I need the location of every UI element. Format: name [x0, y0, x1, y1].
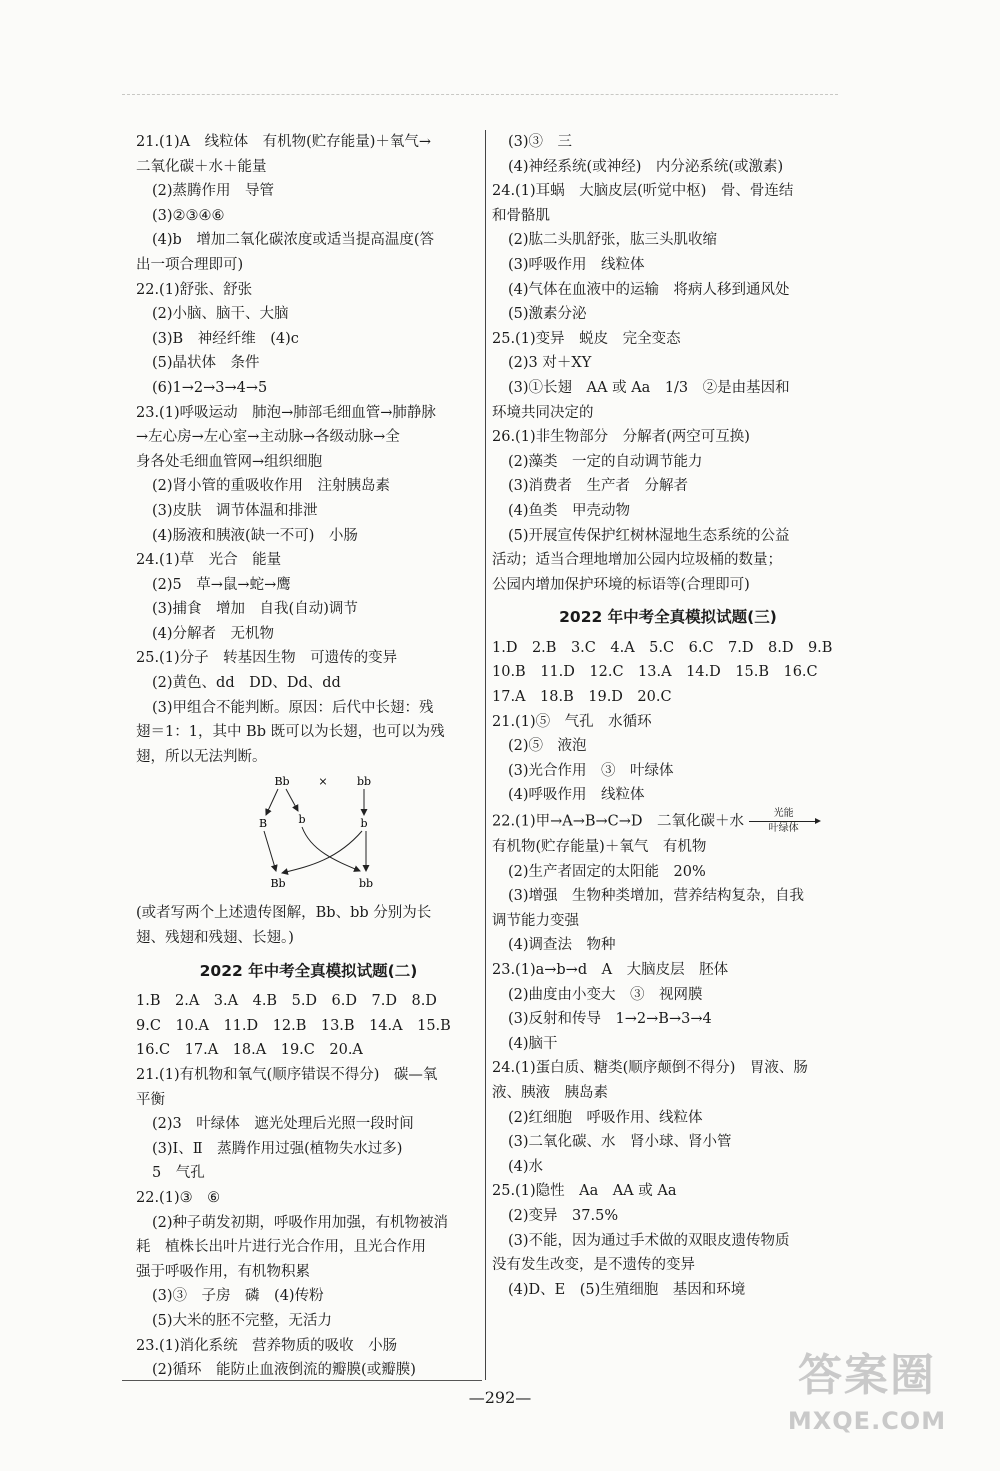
- answer-line: (5)开展宣传保护红树林湿地生态系统的公益: [508, 527, 790, 544]
- section2-answers: [136, 989, 481, 1383]
- answer-line: (3)②③④⑥: [152, 207, 225, 224]
- answer-line: (2)3 对＋XY: [508, 355, 592, 372]
- genetic-cross-diagram: [136, 771, 481, 897]
- answer-line: (3)反射和传导 1→2→B→3→4: [508, 1011, 712, 1028]
- answer-line: 21.(1)有机物和氧气(顺序错误不得分) 碳—氧: [136, 1067, 438, 1083]
- answer-line: (3)捕食 增加 自我(自动)调节: [152, 601, 358, 618]
- answer-line: (3)甲组合不能判断。原因：后代中长翅：残: [152, 699, 434, 716]
- answer-line: (2)⑤ 液泡: [508, 738, 587, 755]
- section3-answers-b: [492, 835, 844, 1302]
- arrow-parent-to-b: [286, 789, 298, 811]
- answer-line: (2)5 草→鼠→蛇→鹰: [152, 576, 291, 593]
- answer-line: 22.(1)③ ⑥: [136, 1189, 221, 1206]
- answer-line: 出一项合理即可): [136, 256, 244, 273]
- answer-line: (4)气体在血液中的运输 将病人移到通风处: [508, 281, 790, 298]
- answer-line: →左心房→左心室→主动脉→各级动脉→全: [136, 429, 400, 446]
- answer-line: 有机物(贮存能量)＋氧气 有机物: [492, 839, 707, 856]
- answer-line: (4)鱼类 甲壳动物: [508, 502, 631, 519]
- answer-line: (2)小脑、脑干、大脑: [152, 306, 289, 323]
- answer-line: (5)激素分泌: [508, 306, 587, 323]
- answer-line: (3)③ 子房 磷 (4)传粉: [152, 1288, 324, 1305]
- answer-line: 10.B 11.D 12.C 13.A 14.D 15.B 16.C: [492, 664, 818, 681]
- answer-line: (2)藻类 一定的自动调节能力: [508, 453, 703, 470]
- answer-line: (2)生产者固定的太阳能 20%: [508, 863, 706, 880]
- answer-line: (4)神经系统(或神经) 内分泌系统(或激素): [508, 158, 784, 175]
- answer-line: 调节能力变强: [492, 912, 579, 929]
- column-divider: [485, 130, 486, 1380]
- answer-line: 9.C 10.A 11.D 12.B 13.B 14.A 15.B: [136, 1017, 451, 1034]
- cross-symbol: ×: [318, 775, 328, 789]
- right-column: [492, 130, 844, 1302]
- answer-line: 5 气孔: [152, 1165, 205, 1182]
- gamete-b-left: b: [298, 813, 306, 827]
- answer-line: (5)晶状体 条件: [152, 355, 260, 372]
- answer-line: 和骨骼肌: [492, 207, 550, 224]
- answer-line: (3)①长翅 AA 或 Aa 1/3 ②是由基因和: [508, 379, 790, 396]
- answer-line: 1.D 2.B 3.C 4.A 5.C 6.C 7.D 8.D 9.B: [492, 639, 833, 656]
- parent-left-genotype: Bb: [274, 775, 290, 789]
- answer-line: 21.(1)⑤ 气孔 水循环: [492, 713, 652, 730]
- answer-line: 23.(1)消化系统 营养物质的吸收 小肠: [136, 1337, 398, 1354]
- answer-line: (3)二氧化碳、水 肾小球、肾小管: [508, 1134, 732, 1151]
- answer-line: 21.(1)A 线粒体 有机物(贮存能量)＋氧气→: [136, 134, 432, 150]
- arrow-b-to-bb: [302, 827, 360, 871]
- watermark-line2: MXQE.COM: [787, 1407, 947, 1435]
- answer-line: (5)大米的胚不完整，无活力: [152, 1312, 333, 1329]
- answer-line: (2)肾小管的重吸收作用 注射胰岛素: [152, 478, 391, 495]
- right-answers-top: [492, 130, 844, 597]
- answer-line: (或者写两个上述遗传图解，Bb、bb 分别为长: [136, 905, 432, 922]
- parent-right-genotype: bb: [356, 775, 372, 789]
- answer-line: 16.C 17.A 18.A 19.C 20.A: [136, 1042, 363, 1059]
- answer-line: 24.(1)耳蜗 大脑皮层(听觉中枢) 骨、骨连结: [492, 183, 794, 200]
- answer-line: 24.(1)蛋白质、糖类(顺序颠倒不得分) 胃液、肠: [492, 1060, 808, 1077]
- arrow-parent-to-B: [266, 789, 278, 815]
- answer-line: (3)皮肤 调节体温和排泄: [152, 502, 318, 519]
- answer-line: (2)3 叶绿体 遮光处理后光照一段时间: [152, 1116, 414, 1133]
- left-answers-after: [136, 901, 481, 950]
- answer-line: (4)肠液和胰液(缺一不可) 小肠: [152, 527, 358, 544]
- answer-line: 公园内增加保护环境的标语等(合理即可): [492, 576, 750, 593]
- top-rule: [122, 94, 838, 95]
- offspring-bb: bb: [358, 877, 374, 891]
- answer-line: 25.(1)分子 转基因生物 可遗传的变异: [136, 650, 398, 667]
- answer-line: 26.(1)非生物部分 分解者(两空可互换): [492, 429, 750, 446]
- section3-answers-a: [492, 636, 844, 808]
- answer-line: (2)黄色、dd DD、Dd、dd: [152, 675, 341, 692]
- answer-line: (3)不能，因为通过手术做的双眼皮遗传物质: [508, 1232, 790, 1249]
- gamete-B: B: [258, 817, 268, 831]
- answer-line: (2)红细胞 呼吸作用、线粒体: [508, 1109, 703, 1126]
- answer-line: 1.B 2.A 3.A 4.B 5.D 6.D 7.D 8.D: [136, 993, 437, 1010]
- answer-line: (3)呼吸作用 线粒体: [508, 256, 645, 273]
- answer-line: (3)增强 生物种类增加，营养结构复杂，自我: [508, 888, 805, 905]
- answer-line: 翅＝1：1，其中 Bb 既可以为长翅，也可以为残: [136, 724, 445, 741]
- answer-line: (3)B 神经纤维 (4)c: [152, 330, 299, 347]
- gamete-b-right: b: [360, 817, 368, 831]
- answer-line: 没有发生改变，是不遗传的变异: [492, 1257, 695, 1274]
- answer-line: (6)1→2→3→4→5: [152, 379, 268, 396]
- answer-line: 液、胰液 胰岛素: [492, 1084, 608, 1101]
- genetic-cross-svg: [136, 771, 374, 897]
- answer-line: 身各处毛细血管网→组织细胞: [136, 453, 323, 470]
- answer-line: (4)呼吸作用 线粒体: [508, 787, 645, 804]
- answer-line: (4)脑干: [508, 1035, 558, 1052]
- answer-line: 耗 植株长出叶片进行光合作用，且光合作用: [136, 1239, 426, 1256]
- answer-line: 25.(1)变异 蜕皮 完全变态: [492, 330, 681, 347]
- answer-line: 翅，所以无法判断。: [136, 748, 267, 765]
- reaction-arrow-line: [749, 821, 819, 822]
- watermark-logo: [762, 1346, 972, 1451]
- answer-line: (4)b 增加二氧化碳浓度或适当提高温度(答: [152, 232, 434, 249]
- answer-line: 环境共同决定的: [492, 404, 594, 421]
- answer-line: (3)③ 三: [508, 134, 573, 150]
- watermark-line1: 答案圈: [798, 1350, 936, 1401]
- answer-line: (2)蒸腾作用 导管: [152, 183, 275, 200]
- answer-line: 23.(1)a→b→d A 大脑皮层 胚体: [492, 962, 729, 978]
- answer-line: (3)光合作用 ③ 叶绿体: [508, 762, 674, 779]
- answer-line: (4)调查法 物种: [508, 937, 616, 954]
- answer-line: 二氧化碳＋水＋能量: [136, 158, 267, 175]
- section3-heading: 2022 年中考全真模拟试题(三): [559, 608, 777, 627]
- reaction-condition-under: 叶绿体: [768, 823, 799, 835]
- answer-line: 强于呼吸作用，有机物积累: [136, 1263, 310, 1280]
- answer-line: 23.(1)呼吸运动 肺泡→肺部毛细血管→肺静脉: [136, 404, 436, 421]
- answer-line: (2)肱二头肌舒张，肱三头肌收缩: [508, 232, 718, 249]
- q22-text: 22.(1)甲→A→B→C→D 二氧化碳＋水: [492, 813, 745, 830]
- answer-line: (3)消费者 生产者 分解者: [508, 478, 689, 495]
- left-answers: [136, 130, 481, 769]
- arrow-B-to-Bb: [264, 831, 276, 871]
- answer-line: 翅、残翅和残翅、长翅。): [136, 930, 294, 947]
- answer-line: 22.(1)舒张、舒张: [136, 281, 253, 298]
- offspring-Bb: Bb: [270, 877, 286, 891]
- answer-line: 25.(1)隐性 Aa AA 或 Aa: [492, 1183, 677, 1200]
- answer-line: (3)Ⅰ、Ⅱ 蒸腾作用过强(植物失水过多): [152, 1140, 403, 1157]
- answer-line: 平衡: [136, 1091, 165, 1108]
- answer-line: 17.A 18.B 19.D 20.C: [492, 689, 672, 706]
- answer-line: 活动；适当合理地增加公园内垃圾桶的数量；: [492, 552, 782, 569]
- reaction-arrow: [749, 808, 819, 835]
- bottom-rule: [122, 1380, 482, 1381]
- section2-heading: 2022 年中考全真模拟试题(二): [199, 961, 418, 980]
- answer-line: (2)循环 能防止血液倒流的瓣膜(或瓣膜): [152, 1362, 416, 1379]
- answer-line: (2)曲度由小变大 ③ 视网膜: [508, 986, 703, 1003]
- answer-line: (4)水: [508, 1158, 544, 1175]
- answer-line: (2)种子萌发初期，呼吸作用加强，有机物被消: [152, 1214, 449, 1231]
- answer-line: (4)分解者 无机物: [152, 625, 275, 642]
- reaction-condition-over: 光能: [773, 808, 794, 820]
- answer-line: (4)D、E (5)生殖细胞 基因和环境: [508, 1281, 746, 1298]
- page-number: —292—: [468, 1388, 532, 1407]
- answer-line: 24.(1)草 光合 能量: [136, 552, 282, 569]
- answer-line: (2)变异 37.5%: [508, 1207, 619, 1224]
- q22-line: [492, 808, 844, 835]
- left-column: [136, 130, 481, 1383]
